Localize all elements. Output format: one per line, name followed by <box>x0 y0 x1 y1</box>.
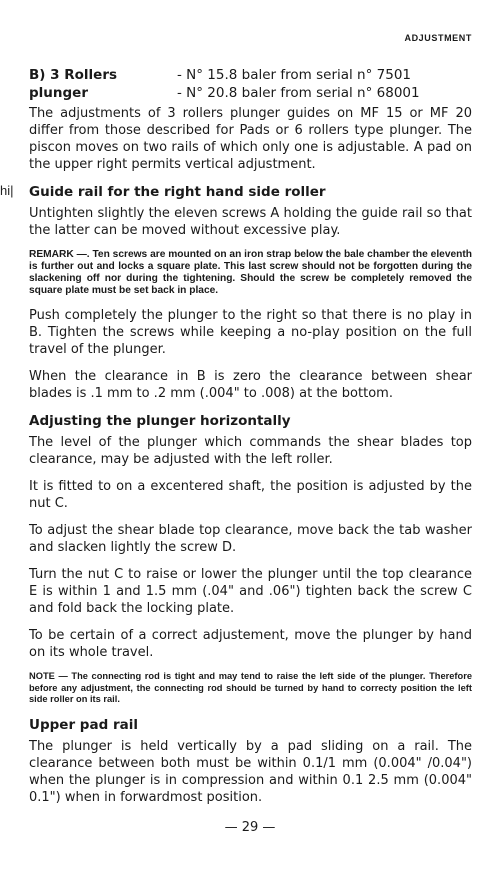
guide-rail-paragraph-3: When the clearance in B is zero the clearance between shear blades is .1 mm to .2 mm (.004" to .008) at the bottom. <box>29 369 472 401</box>
section-b-heading <box>29 66 472 102</box>
horizontal-paragraph-5: To be certain of a correct adjustement, move the plunger by hand on its whole travel. <box>29 628 472 660</box>
page-number: — 29 — <box>224 820 276 835</box>
upper-pad-paragraph: The plunger is held vertically by a pad sliding on a rail. The clearance between both must be within 0.1/1 mm (0.004" /0.04") when the plunger is in compression and within 0.1 2.5 mm (0.004" 0.1") when in forwardmost position. <box>29 738 472 805</box>
horizontal-heading: Adjusting the plunger horizontally <box>29 413 291 429</box>
guide-rail-paragraph-1: Untighten slightly the eleven screws A holding the guide rail so that the latter can be moved without excessive play. <box>29 206 472 238</box>
model-line-1: - N° 15.8 baler from serial n° 7501 <box>177 67 412 83</box>
guide-rail-paragraph-2: Push completely the plunger to the right so that there is no play in B. Tighten the screws while keeping a no-play position on the full travel of the plunger. <box>29 308 472 357</box>
intro-paragraph: The adjustments of 3 rollers plunger guides on MF 15 or MF 20 differ from those described for Pads or 6 rollers type plunger. The piscon moves on two rails of which only one is adjustable. A pad on the upper right permits vertical adjustment. <box>29 106 472 172</box>
horizontal-paragraph-3: To adjust the shear blade top clearance, move back the tab washer and slacken lightly the screw D. <box>29 523 472 555</box>
page-content <box>29 66 472 816</box>
note-block: NOTE — The connecting rod is tight and may tend to raise the left side of the plunger. Therefore before any adjustment, the connecting rod should be turned by hand to correcty position the left side roller on its rail. <box>29 671 472 704</box>
model-line-2: - N° 20.8 baler from serial n° 68001 <box>177 85 420 101</box>
upper-pad-heading: Upper pad rail <box>29 716 138 733</box>
horizontal-paragraph-1: The level of the plunger which commands the shear blades top clearance, may be adjusted with the left roller. <box>29 435 472 467</box>
edge-mark: hi| <box>0 183 14 198</box>
remark-block: REMARK —. Ten screws are mounted on an iron strap below the bale chamber the eleventh is further out and locks a square plate. This last screw should not be forgotten during the slackening off nor during the tightening. Should the screw be completely removed the square plate must be set back in place. <box>29 249 472 296</box>
guide-rail-heading: Guide rail for the right hand side roller <box>29 184 326 200</box>
section-b-models <box>177 66 420 102</box>
horizontal-paragraph-4: Turn the nut C to raise or lower the plunger until the top clearance E is within 1 and 1.5 mm (.04" and .06") tighten back the screw C and fold back the locking plate. <box>29 567 472 616</box>
page-header: ADJUSTMENT <box>404 33 472 43</box>
horizontal-paragraph-2: It is fitted to on a excentered shaft, the position is adjusted by the nut C. <box>29 479 472 511</box>
section-b-title: B) 3 Rollers plunger <box>29 67 118 101</box>
